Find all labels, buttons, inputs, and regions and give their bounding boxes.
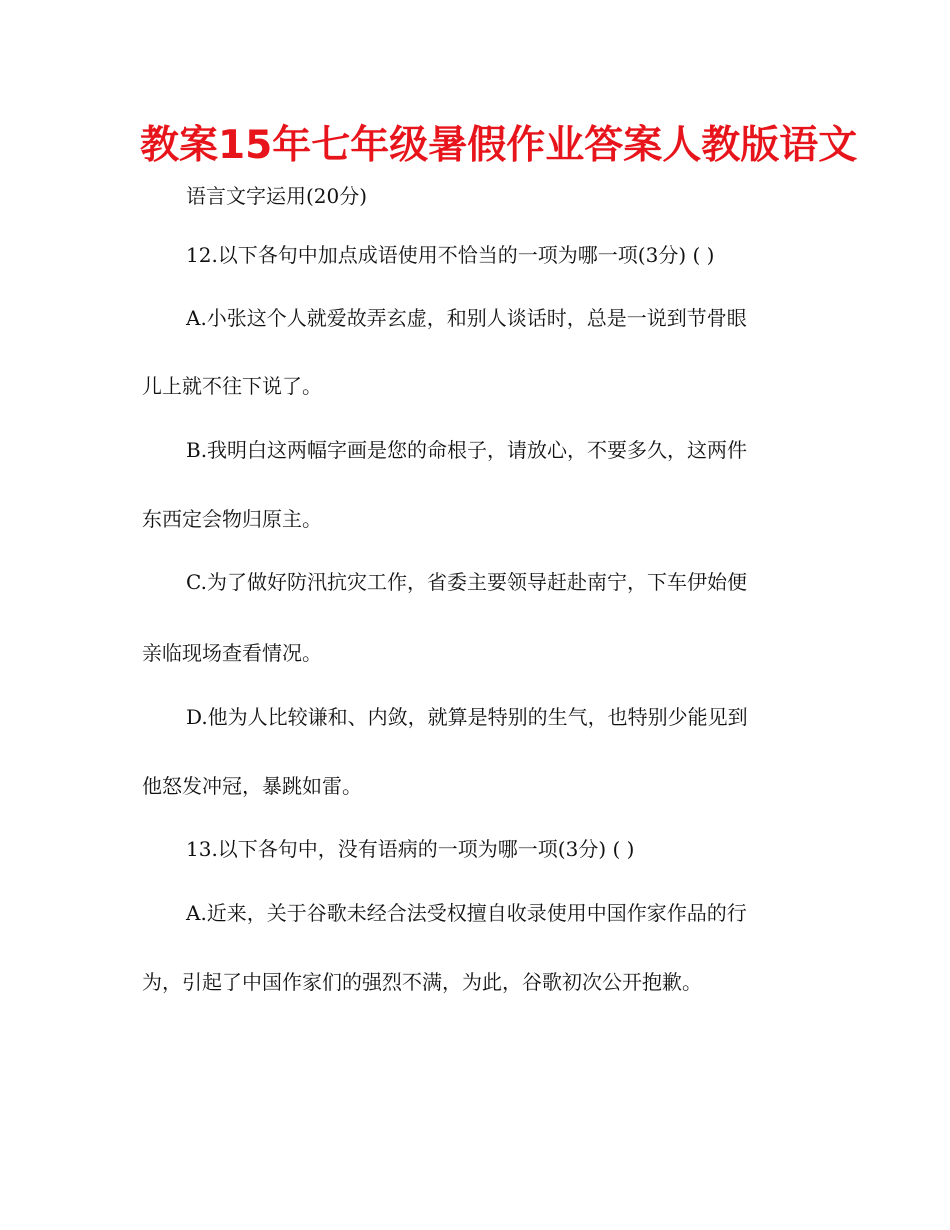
question-12-option-d-line1: D.他为人比较谦和、内敛，就算是特别的生气，也特别少能见到: [186, 705, 748, 729]
question-12-option-d-line2: 他怒发冲冠，暴跳如雷。: [142, 774, 362, 798]
document-title: 教案15年七年级暑假作业答案人教版语文: [140, 123, 858, 168]
question-12-option-a-line2: 儿上就不往下说了。: [142, 374, 322, 398]
question-13-stem: 13.以下各句中，没有语病的一项为哪一项(3分) ( ): [186, 837, 635, 861]
question-12-stem: 12.以下各句中加点成语使用不恰当的一项为哪一项(3分) ( ): [186, 243, 715, 267]
question-13-option-a-line1: A.近来，关于谷歌未经合法受权擅自收录使用中国作家作品的行: [186, 901, 747, 925]
question-12-option-a-line1: A.小张这个人就爱故弄玄虚，和别人谈话时，总是一说到节骨眼: [186, 306, 747, 330]
question-12-option-b-line2: 东西定会物归原主。: [142, 507, 322, 531]
question-13-option-a-line2: 为，引起了中国作家们的强烈不满，为此，谷歌初次公开抱歉。: [142, 970, 702, 994]
question-12-option-b-line1: B.我明白这两幅字画是您的命根子，请放心，不要多久，这两件: [186, 438, 748, 462]
section-heading: 语言文字运用(20分): [186, 184, 368, 208]
question-12-option-c-line2: 亲临现场查看情况。: [142, 641, 322, 665]
question-12-option-c-line1: C.为了做好防汛抗灾工作，省委主要领导赶赴南宁，下车伊始便: [186, 570, 747, 594]
